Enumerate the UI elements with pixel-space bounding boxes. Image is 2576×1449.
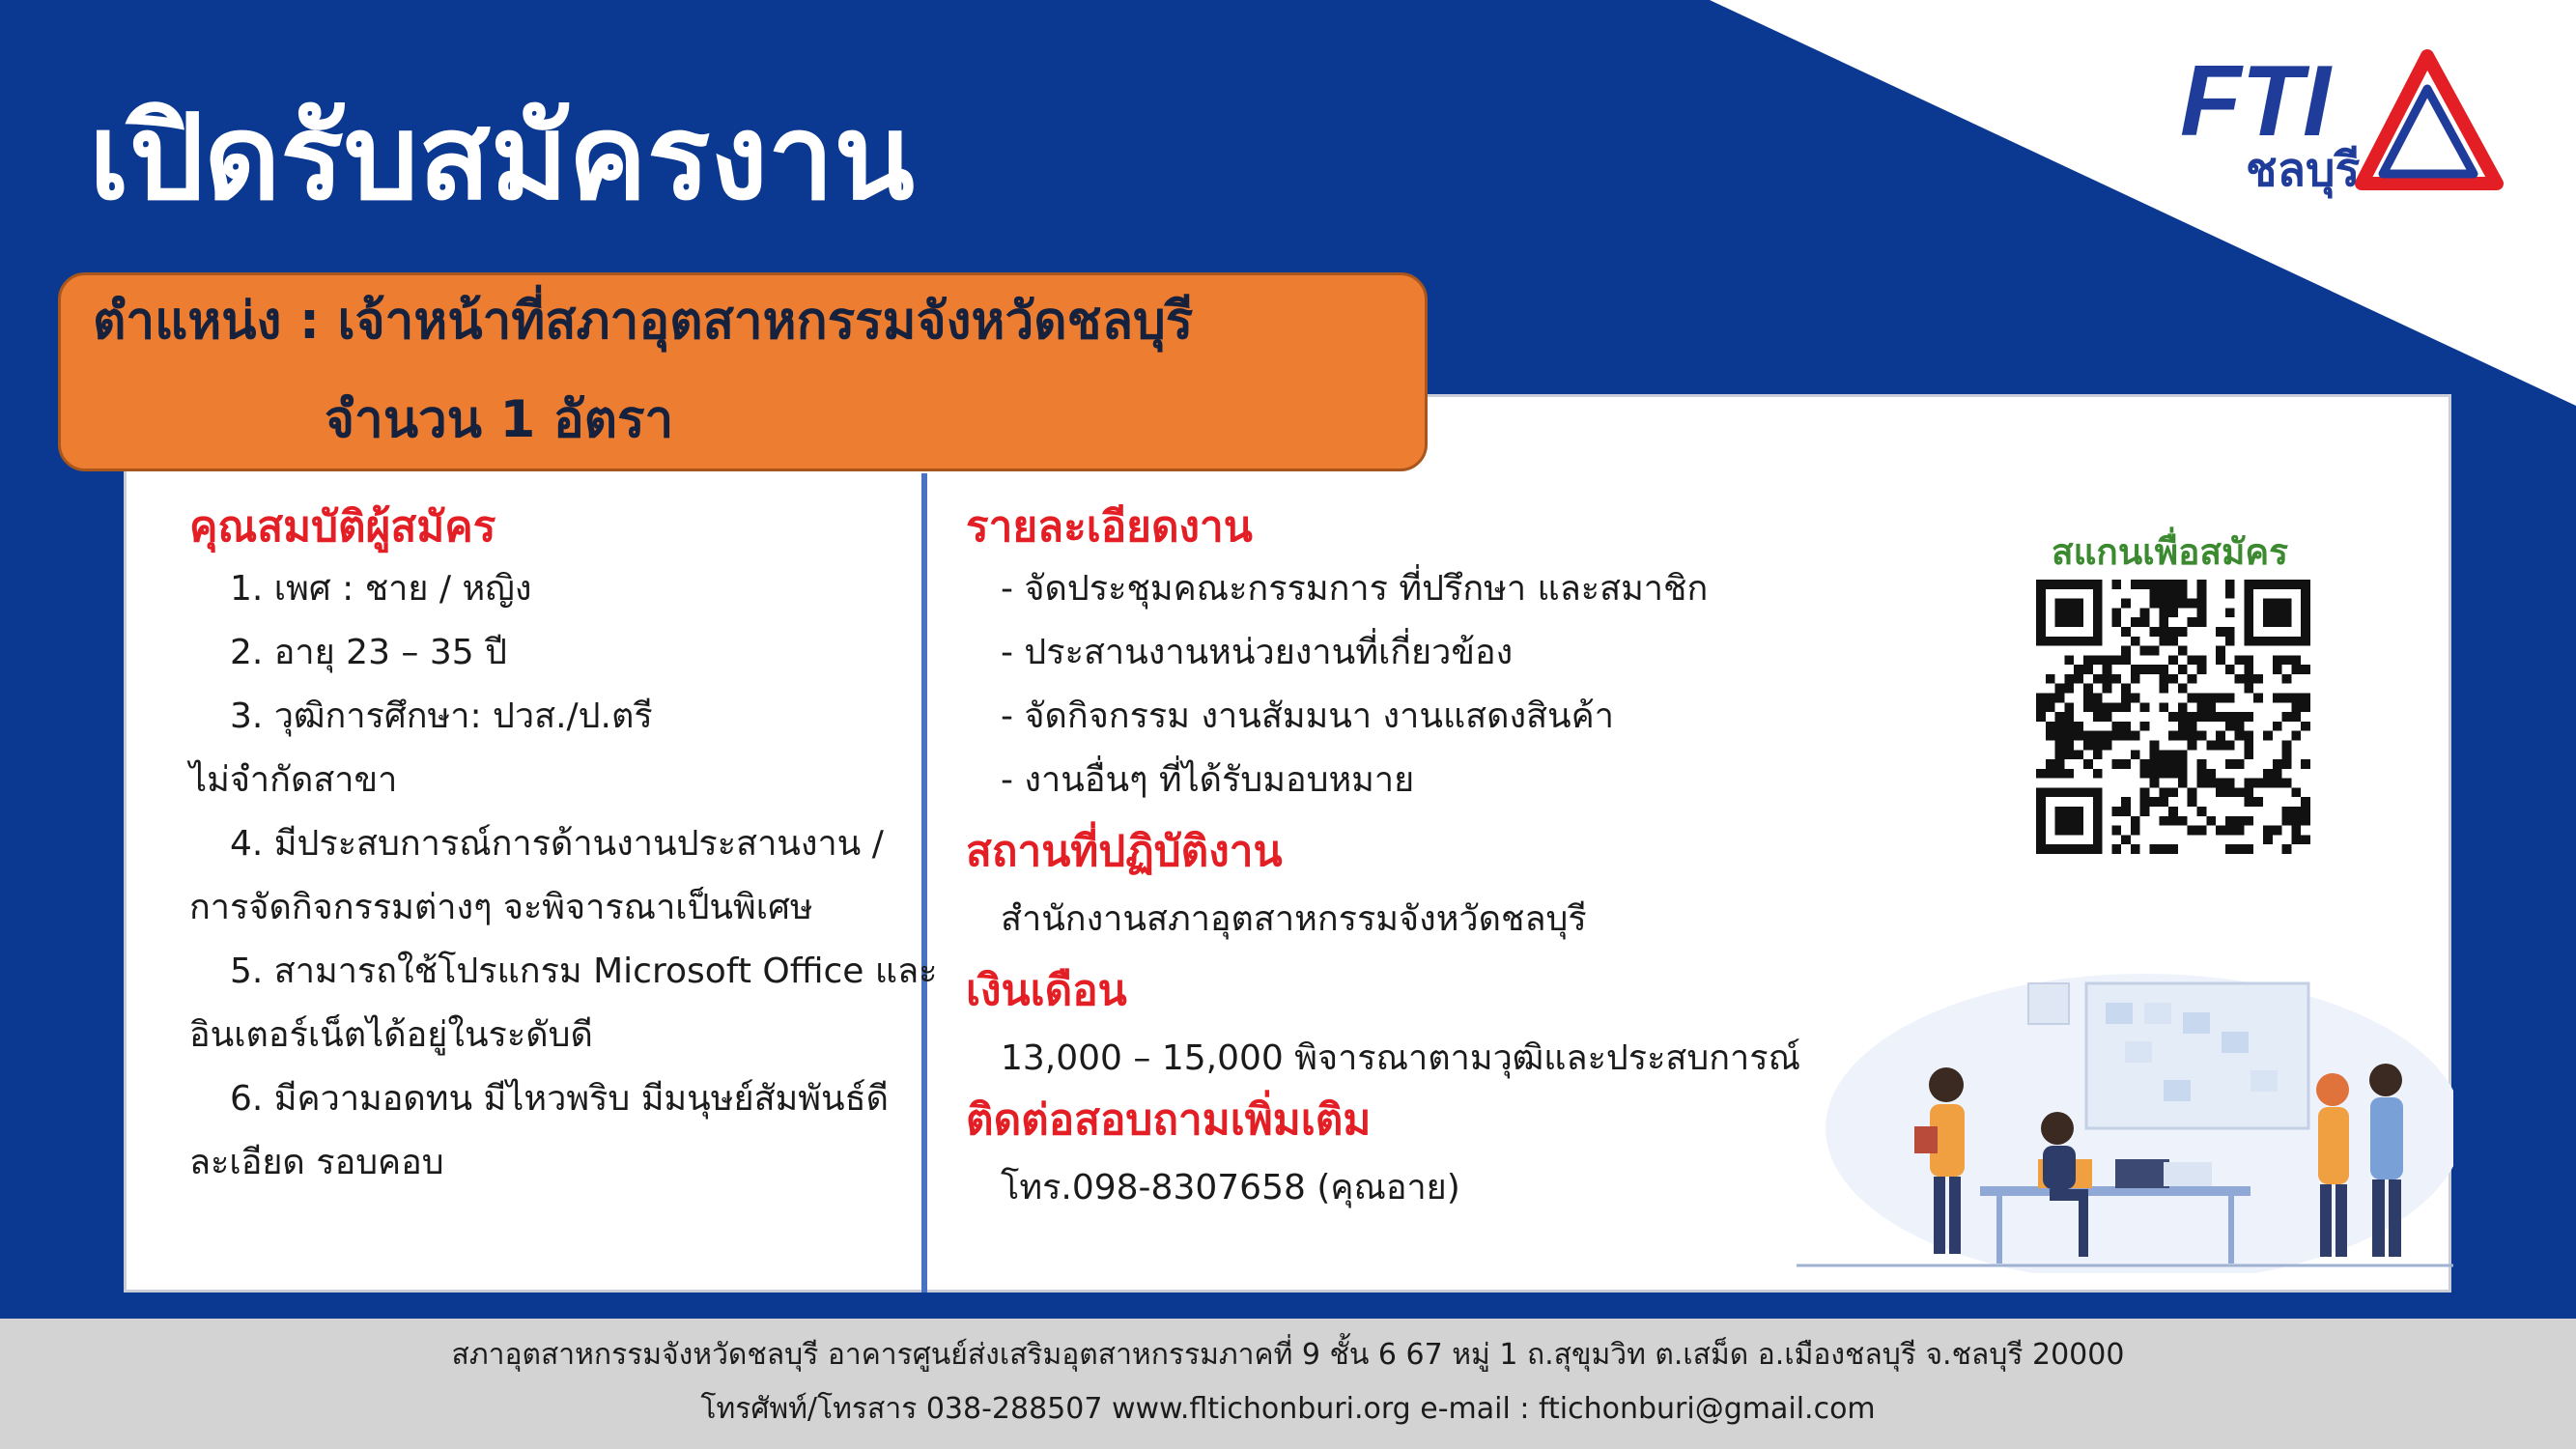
logo-subtitle-text: ชลบุรี [2246, 145, 2361, 196]
logo-triangle-icon [2362, 56, 2497, 184]
salary-heading: เงินเดือน [966, 966, 1127, 1015]
position-title: ตำแหน่ง : เจ้าหน้าที่สภาอุตสาหกรรมจังหวัดชลบุรี [93, 292, 1194, 351]
qr-code[interactable] [2036, 580, 2310, 854]
footer-contact: โทรศัพท์/โทรสาร 038-288507 www.fltichonburi.org e-mail : ftichonburi@gmail.com [700, 1392, 1876, 1426]
page-title: เปิดรับสมัครงาน [89, 89, 915, 226]
qualification-item: 5. สามารถใช้โปรแกรม Microsoft Office และ [230, 952, 938, 991]
job-detail-item: - จัดประชุมคณะกรรมการ ที่ปรึกษา และสมาชิก [1001, 569, 1709, 609]
qualification-item: 4. มีประสบการณ์การด้านงานประสานงาน / [230, 824, 884, 864]
qualifications-heading: คุณสมบัติผู้สมัคร [189, 502, 496, 552]
footer [0, 1319, 2576, 1449]
qualification-item: 6. มีความอดทน มีไหวพริบ มีมนุษย์สัมพันธ์ดี [230, 1079, 889, 1119]
footer-address: สภาอุตสาหกรรมจังหวัดชลบุรี อาคารศูนย์ส่งเสริมอุตสาหกรรมภาคที่ 9 ชั้น 6 67 หมู่ 1 ถ.สุขุมวิท ต.เสม็ด อ.เมืองชลบุรี จ.ชลบุรี 20000 [451, 1338, 2125, 1372]
contact-heading: ติดต่อสอบถามเพิ่มเติม [966, 1095, 1372, 1145]
qualification-item-continued: ไม่จำกัดสาขา [189, 760, 398, 800]
qualification-item-continued: ละเอียด รอบคอบ [189, 1143, 444, 1182]
position-count: จำนวน 1 อัตรา [325, 390, 674, 449]
logo-brand-text: FTI [2180, 45, 2331, 157]
job-detail-item: - งานอื่นๆ ที่ได้รับมอบหมาย [1001, 760, 1415, 800]
job-details-heading: รายละเอียดงาน [966, 502, 1253, 552]
workplace-value: สำนักงานสภาอุตสาหกรรมจังหวัดชลบุรี [1001, 899, 1587, 939]
fti-chonburi-logo [2178, 39, 2506, 203]
qualifications-section [189, 497, 938, 1195]
job-detail-item: - ประสานงานหน่วยงานที่เกี่ยวข้อง [1001, 633, 1514, 672]
qualification-item: 2. อายุ 23 – 35 ปี [230, 633, 507, 672]
qualification-item: 1. เพศ : ชาย / หญิง [230, 569, 532, 609]
workplace-heading: สถานที่ปฏิบัติงาน [966, 827, 1283, 876]
qualification-item: 3. วุฒิการศึกษา: ปวส./ป.ตรี [230, 696, 653, 736]
qualification-item-continued: การจัดกิจกรรมต่างๆ จะพิจารณาเป็นพิเศษ [189, 888, 813, 927]
job-details-section [966, 497, 1835, 1220]
contact-value: โทร.098-8307658 (คุณอาย) [1001, 1168, 1460, 1208]
team-meeting-illustration [1797, 945, 2453, 1273]
salary-value: 13,000 – 15,000 พิจารณาตามวุฒิและประสบการณ์ [1001, 1038, 1800, 1078]
column-divider [921, 473, 927, 1293]
qualification-item-continued: อินเตอร์เน็ตได้อยู่ในระดับดี [189, 1015, 593, 1055]
scan-to-apply-label: สแกนเพื่อสมัคร [2052, 531, 2288, 573]
job-detail-item: - จัดกิจกรรม งานสัมมนา งานแสดงสินค้า [1001, 696, 1614, 736]
